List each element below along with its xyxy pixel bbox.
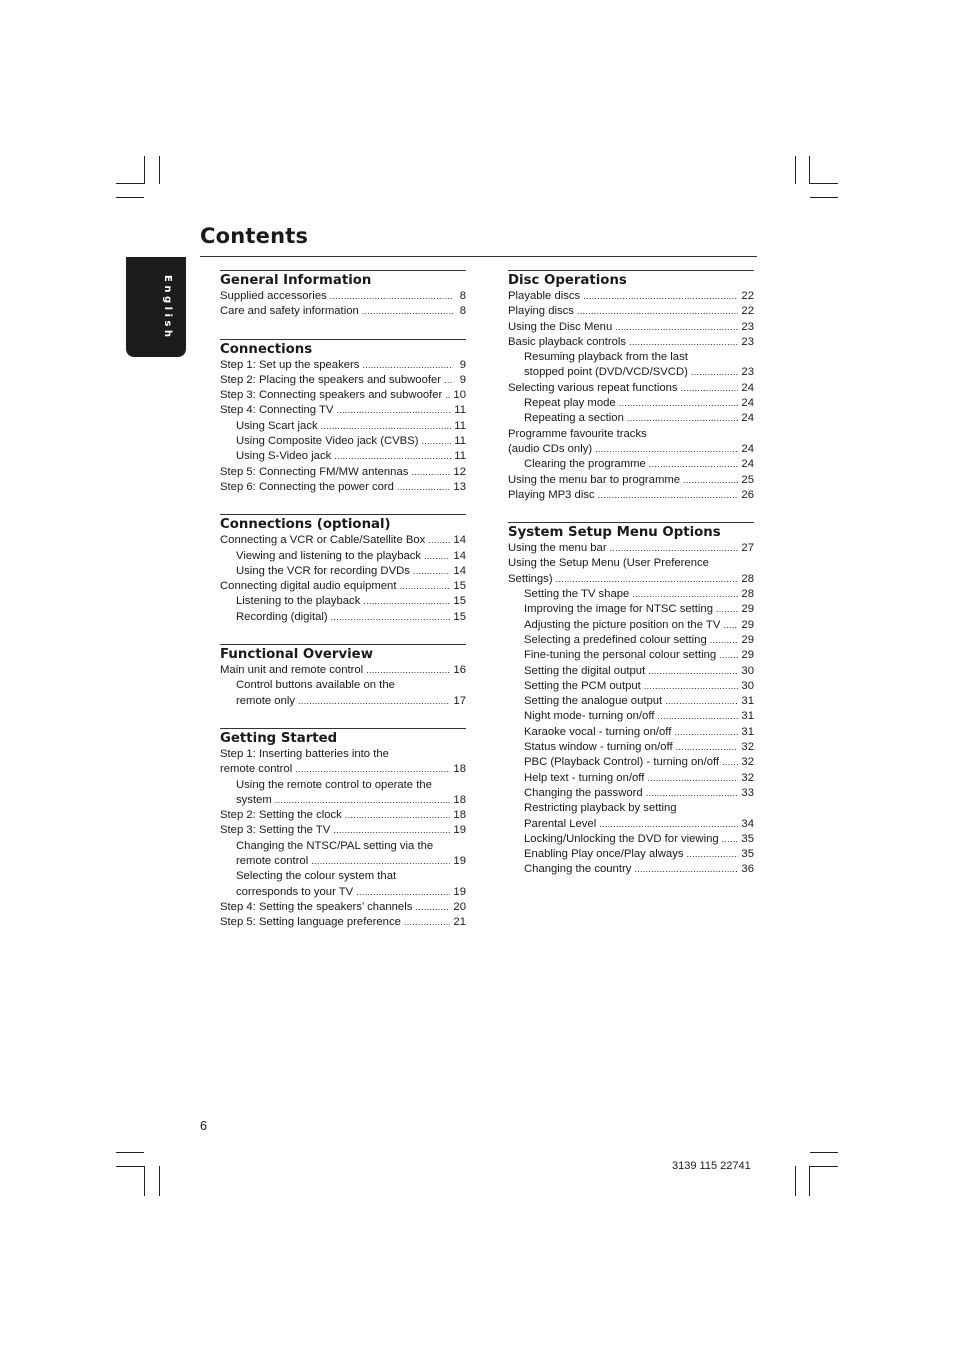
leader-dots: [676, 740, 739, 755]
toc-entry-page: 14: [453, 564, 466, 577]
toc-entry-page: 24: [741, 412, 754, 425]
toc-entry-label: Setting the digital output: [524, 664, 646, 677]
toc-entry[interactable]: [220, 854, 466, 869]
leader-dots: [336, 403, 451, 418]
toc-section: [220, 644, 466, 709]
toc-entry-label: Programme favourite tracks: [508, 427, 647, 440]
toc-entry-page: 8: [459, 305, 466, 318]
toc-entry-page: 11: [454, 435, 466, 448]
toc-entry-page: 31: [741, 710, 754, 723]
toc-entry-page: 27: [741, 542, 754, 555]
toc-entry-page: 19: [453, 855, 466, 868]
leader-dots: [345, 808, 451, 823]
toc-entry[interactable]: [508, 602, 754, 617]
leader-dots: [366, 663, 450, 678]
toc-entry[interactable]: [508, 618, 754, 633]
toc-entry[interactable]: [220, 747, 466, 762]
toc-entry-page: 15: [453, 610, 466, 623]
toc-entry-label: Step 4: Setting the speakers’ channels: [220, 900, 413, 913]
toc-entry[interactable]: [220, 678, 466, 693]
toc-entry[interactable]: [220, 388, 466, 403]
toc-entry[interactable]: [220, 885, 466, 900]
toc-entry[interactable]: [220, 533, 466, 548]
toc-entry[interactable]: [508, 335, 754, 350]
toc-entry[interactable]: [508, 740, 754, 755]
toc-entry-page: 14: [453, 534, 466, 547]
toc-entry-page: 29: [741, 618, 754, 631]
toc-entry[interactable]: [220, 434, 466, 449]
toc-entry-label: Step 5: Connecting FM/MW antennas: [220, 465, 409, 478]
toc-entry[interactable]: [508, 457, 754, 472]
toc-entry-page: 18: [453, 809, 466, 822]
leader-dots: [632, 587, 738, 602]
section-heading: General Information: [220, 270, 466, 289]
toc-entry-label: Listening to the playback: [236, 595, 361, 608]
toc-entry[interactable]: [220, 358, 466, 373]
toc-entry-page: 29: [741, 649, 754, 662]
toc-entry-page: 29: [741, 603, 754, 616]
toc-entry-label: Enabling Play once/Play always: [524, 848, 684, 861]
leader-dots: [649, 457, 739, 472]
toc-entry-page: 28: [741, 588, 754, 601]
toc-entry-label: Using the Setup Menu (User Preference: [508, 557, 709, 570]
toc-entry[interactable]: [508, 320, 754, 335]
toc-entry-label: Step 1: Set up the speakers: [220, 358, 360, 371]
toc-entry-label: Setting the analogue output: [524, 695, 663, 708]
toc-entry-label: Using Scart jack: [236, 419, 318, 432]
leader-dots: [719, 648, 738, 663]
toc-entry-label: Changing the country: [524, 863, 632, 876]
section-heading: Getting Started: [220, 728, 466, 747]
leader-dots: [681, 381, 739, 396]
toc-entry[interactable]: [508, 755, 754, 770]
toc-entry[interactable]: [508, 694, 754, 709]
crop-mark: [809, 156, 810, 184]
toc-entry-page: 24: [741, 381, 754, 394]
toc-entry[interactable]: [220, 480, 466, 495]
toc-entry[interactable]: [508, 381, 754, 396]
toc-entry[interactable]: [508, 556, 754, 571]
leader-dots: [577, 304, 738, 319]
toc-entry-page: 29: [741, 633, 754, 646]
toc-entry[interactable]: [220, 449, 466, 464]
leader-dots: [444, 373, 453, 388]
toc-entry-label: Recording (digital): [236, 610, 328, 623]
toc-entry-label: Step 5: Setting language preference: [220, 916, 401, 929]
leader-dots: [556, 572, 739, 587]
leader-dots: [595, 442, 738, 457]
toc-entry-page: 24: [741, 442, 754, 455]
toc-entry[interactable]: [220, 549, 466, 564]
toc-entry-page: 25: [741, 473, 754, 486]
toc-section: [220, 514, 466, 625]
toc-entry-page: 35: [741, 848, 754, 861]
toc-entry[interactable]: [508, 633, 754, 648]
toc-entry-label: Help text - turning on/off: [524, 771, 645, 784]
leader-dots: [298, 694, 450, 709]
toc-entry-label: Changing the NTSC/PAL setting via the: [236, 839, 434, 852]
toc-section: [508, 270, 754, 503]
toc-entry-label: Basic playback controls: [508, 335, 627, 348]
toc-entry-page: 18: [453, 793, 466, 806]
toc-entry-page: 15: [453, 595, 466, 608]
toc-entry-label: Fine-tuning the personal colour setting: [524, 649, 717, 662]
leader-dots: [413, 564, 451, 579]
toc-entry[interactable]: [220, 762, 466, 777]
toc-entry[interactable]: [508, 488, 754, 503]
toc-section: [220, 728, 466, 931]
toc-entry-page: 12: [453, 465, 466, 478]
toc-entry[interactable]: [508, 427, 754, 442]
toc-entry-label: remote control: [236, 855, 309, 868]
leader-dots: [422, 434, 452, 449]
toc-entry-label: Using the menu bar: [508, 542, 607, 555]
toc-entry-label: Main unit and remote control: [220, 664, 364, 677]
toc-entry[interactable]: [508, 664, 754, 679]
toc-entry-page: 9: [459, 358, 466, 371]
toc-entry-page: 23: [741, 320, 754, 333]
document-code: 3139 115 22741: [672, 1160, 751, 1172]
leader-dots: [399, 579, 450, 594]
crop-mark: [795, 156, 796, 184]
toc-entry-page: 11: [454, 419, 466, 432]
toc-entry[interactable]: [508, 786, 754, 801]
toc-section: [220, 339, 466, 496]
toc-entry[interactable]: [220, 419, 466, 434]
toc-entry[interactable]: [220, 594, 466, 609]
toc-entry-label: Selecting the colour system that: [236, 870, 397, 883]
toc-entry[interactable]: [508, 847, 754, 862]
toc-entry-label: Night mode- turning on/off: [524, 710, 655, 723]
leader-dots: [333, 823, 450, 838]
leader-dots: [334, 449, 451, 464]
crop-mark: [144, 1166, 145, 1196]
crop-mark: [116, 1166, 144, 1167]
toc-entry-label: Using S-Video jack: [236, 450, 332, 463]
toc-entry[interactable]: [508, 572, 754, 587]
leader-dots: [644, 679, 739, 694]
toc-entry[interactable]: [508, 709, 754, 724]
toc-entry-label: remote only: [236, 694, 296, 707]
toc-entry-label: Setting the TV shape: [524, 588, 630, 601]
toc-entry-label: Adjusting the picture position on the TV: [524, 618, 721, 631]
toc-entry-page: 14: [453, 549, 466, 562]
toc-entry[interactable]: [508, 411, 754, 426]
leader-dots: [356, 885, 450, 900]
crop-mark: [810, 1152, 838, 1153]
leader-dots: [362, 358, 453, 373]
leader-dots: [599, 817, 738, 832]
page-number: 6: [200, 1119, 207, 1133]
toc-entry-label: Improving the image for NTSC setting: [524, 603, 713, 616]
toc-entry-label: Step 2: Setting the clock: [220, 809, 342, 822]
toc-entry-label: Playing discs: [508, 305, 574, 318]
toc-entry-page: 22: [741, 305, 754, 318]
toc-entry[interactable]: [508, 862, 754, 877]
toc-entry-page: 23: [741, 335, 754, 348]
leader-dots: [627, 411, 739, 426]
toc-entry[interactable]: [220, 579, 466, 594]
leader-dots: [646, 786, 739, 801]
toc-entry-label: Step 1: Inserting batteries into the: [220, 747, 389, 760]
toc-entry-label: Step 3: Setting the TV: [220, 824, 331, 837]
toc-entry-label: Using the VCR for recording DVDs: [236, 564, 410, 577]
leader-dots: [583, 289, 738, 304]
toc-entry-label: Resuming playback from the last: [524, 351, 688, 364]
toc-entry[interactable]: [220, 808, 466, 823]
toc-entry[interactable]: [220, 465, 466, 480]
toc-entry-page: 16: [453, 664, 466, 677]
toc-entry-label: Locking/Unlocking the DVD for viewing: [524, 832, 719, 845]
leader-dots: [411, 465, 450, 480]
toc-entry-page: 21: [453, 916, 466, 929]
leader-dots: [634, 862, 738, 877]
leader-dots: [610, 541, 739, 556]
toc-section: [220, 270, 466, 320]
toc-entry-label: remote control: [220, 763, 293, 776]
title-rule: [200, 256, 757, 257]
crop-mark: [159, 1166, 160, 1196]
crop-mark: [810, 183, 838, 184]
crop-mark: [116, 183, 144, 184]
toc-entry-page: 36: [741, 863, 754, 876]
toc-entry-label: Repeat play mode: [524, 397, 616, 410]
toc-entry-page: 35: [741, 832, 754, 845]
toc-entry[interactable]: [220, 663, 466, 678]
toc-entry-page: 10: [453, 389, 466, 402]
toc-entry[interactable]: [508, 832, 754, 847]
toc-entry-page: 28: [741, 572, 754, 585]
toc-entry-label: (audio CDs only): [508, 442, 593, 455]
leader-dots: [687, 847, 739, 862]
toc-entry-page: 31: [741, 725, 754, 738]
toc-entry[interactable]: [508, 817, 754, 832]
leader-dots: [424, 549, 450, 564]
toc-entry-label: Step 6: Connecting the power cord: [220, 480, 394, 493]
toc-entry-label: Connecting a VCR or Cable/Satellite Box: [220, 534, 426, 547]
toc-entry-page: 33: [741, 786, 754, 799]
leader-dots: [321, 419, 452, 434]
leader-dots: [311, 854, 450, 869]
toc-entry-page: 32: [741, 771, 754, 784]
left-column: [220, 270, 466, 950]
crop-mark: [809, 1166, 810, 1196]
toc-entry-page: 19: [453, 824, 466, 837]
leader-dots: [648, 664, 738, 679]
toc-entry[interactable]: [220, 793, 466, 808]
toc-section: [508, 522, 754, 878]
toc-entry[interactable]: [508, 304, 754, 319]
toc-entry[interactable]: [508, 365, 754, 380]
toc-entry-label: Setting the PCM output: [524, 679, 641, 692]
toc-entry-label: Repeating a section: [524, 412, 624, 425]
leader-dots: [363, 594, 450, 609]
right-column: [508, 270, 754, 897]
crop-mark: [795, 1166, 796, 1196]
toc-entry-label: Step 4: Connecting TV: [220, 404, 334, 417]
toc-entry-label: Selecting a predefined colour setting: [524, 633, 707, 646]
toc-entry-label: Playing MP3 disc: [508, 488, 595, 501]
toc-entry-page: 31: [741, 695, 754, 708]
toc-entry[interactable]: [220, 304, 466, 319]
toc-entry-label: Care and safety information: [220, 305, 359, 318]
toc-entry-page: 30: [741, 679, 754, 692]
toc-entry[interactable]: [220, 403, 466, 418]
toc-entry[interactable]: [508, 473, 754, 488]
leader-dots: [615, 320, 738, 335]
toc-entry-label: Control buttons available on the: [236, 679, 395, 692]
toc-entry[interactable]: [220, 900, 466, 915]
toc-entry-page: 8: [459, 290, 466, 302]
toc-entry-label: Restricting playback by setting: [524, 802, 677, 815]
leader-dots: [331, 610, 451, 625]
toc-entry[interactable]: [508, 541, 754, 556]
leader-dots: [598, 488, 739, 503]
toc-entry-page: 30: [741, 664, 754, 677]
toc-entry[interactable]: [220, 915, 466, 930]
toc-entry[interactable]: [508, 771, 754, 786]
toc-entry-page: 19: [453, 885, 466, 898]
leader-dots: [397, 480, 450, 495]
toc-entry-page: 15: [453, 580, 466, 593]
leader-dots: [647, 771, 738, 786]
crop-mark: [159, 156, 160, 184]
toc-entry-page: 32: [741, 741, 754, 754]
toc-entry[interactable]: [220, 289, 466, 304]
toc-entry[interactable]: [508, 442, 754, 457]
crop-mark: [810, 1166, 838, 1167]
toc-entry-label: Connecting digital audio equipment: [220, 580, 397, 593]
toc-entry-label: Using the remote control to operate the: [236, 778, 432, 791]
toc-entry[interactable]: [508, 801, 754, 816]
toc-entry-page: 9: [459, 373, 466, 386]
toc-entry-page: 17: [453, 694, 466, 707]
leader-dots: [404, 915, 451, 930]
toc-entry-page: 23: [741, 366, 754, 379]
leader-dots: [275, 793, 451, 808]
toc-entry-label: Clearing the programme: [524, 458, 646, 471]
toc-entry-label: Status window - turning on/off: [524, 741, 673, 754]
leader-dots: [710, 633, 739, 648]
section-heading: Connections (optional): [220, 514, 466, 533]
toc-entry-label: Using the Disc Menu: [508, 320, 613, 333]
leader-dots: [683, 473, 738, 488]
toc-entry-label: PBC (Playback Control) - turning on/off: [524, 756, 720, 769]
crop-mark: [116, 197, 144, 198]
leader-dots: [723, 618, 738, 633]
toc-entry-label: Karaoke vocal - turning on/off: [524, 725, 672, 738]
crop-mark: [810, 197, 838, 198]
toc-entry-page: 22: [741, 290, 754, 302]
toc-entry[interactable]: [508, 725, 754, 740]
toc-entry[interactable]: [220, 839, 466, 854]
toc-entry[interactable]: [508, 679, 754, 694]
toc-entry-page: 34: [741, 817, 754, 830]
leader-dots: [362, 304, 453, 319]
toc-entry[interactable]: [508, 648, 754, 663]
leader-dots: [716, 602, 738, 617]
toc-entry-label: stopped point (DVD/VCD/SVCD): [524, 366, 688, 379]
section-heading: Connections: [220, 339, 466, 358]
toc-entry-label: Settings): [508, 572, 553, 585]
crop-mark: [116, 1152, 144, 1153]
toc-entry[interactable]: [220, 564, 466, 579]
toc-entry-label: Using the menu bar to programme: [508, 473, 681, 486]
section-heading: System Setup Menu Options: [508, 522, 754, 541]
toc-entry-label: corresponds to your TV: [236, 885, 354, 898]
toc-entry[interactable]: [220, 823, 466, 838]
toc-entry-label: Playable discs: [508, 290, 581, 302]
leader-dots: [295, 762, 450, 777]
leader-dots: [629, 335, 738, 350]
leader-dots: [665, 694, 738, 709]
toc-entry[interactable]: [220, 869, 466, 884]
toc-entry[interactable]: [220, 778, 466, 793]
toc-entry[interactable]: [508, 350, 754, 365]
page-title: Contents: [200, 224, 309, 248]
toc-entry-page: 20: [453, 900, 466, 913]
toc-entry-label: Viewing and listening to the playback: [236, 549, 422, 562]
crop-mark: [144, 156, 145, 184]
language-tab: [126, 257, 186, 357]
leader-dots: [445, 388, 450, 403]
leader-dots: [674, 725, 738, 740]
leader-dots: [330, 289, 453, 304]
leader-dots: [415, 900, 450, 915]
toc-entry-page: 24: [741, 397, 754, 410]
toc-entry-label: Changing the password: [524, 786, 643, 799]
toc-entry[interactable]: [508, 587, 754, 602]
toc-entry[interactable]: [508, 289, 754, 304]
toc-entry-page: 13: [453, 480, 466, 493]
toc-entry-page: 18: [453, 763, 466, 776]
leader-dots: [722, 755, 738, 770]
toc-entry-label: Parental Level: [524, 817, 597, 830]
toc-entry[interactable]: [220, 694, 466, 709]
toc-entry-label: Supplied accessories: [220, 290, 327, 302]
toc-entry-label: Using Composite Video jack (CVBS): [236, 435, 419, 448]
leader-dots: [691, 365, 739, 380]
toc-entry[interactable]: [508, 396, 754, 411]
leader-dots: [657, 709, 738, 724]
toc-entry-page: 24: [741, 458, 754, 471]
section-heading: Disc Operations: [508, 270, 754, 289]
toc-entry-label: Step 2: Placing the speakers and subwoofer: [220, 373, 442, 386]
toc-entry[interactable]: [220, 610, 466, 625]
toc-entry-label: Step 3: Connecting speakers and subwoofer: [220, 389, 443, 402]
toc-entry-page: 11: [454, 404, 466, 417]
toc-entry-page: 11: [454, 450, 466, 463]
leader-dots: [428, 533, 450, 548]
toc-entry-page: 32: [741, 756, 754, 769]
leader-dots: [619, 396, 739, 411]
toc-entry-label: Selecting various repeat functions: [508, 381, 678, 394]
section-heading: Functional Overview: [220, 644, 466, 663]
toc-entry-page: 26: [741, 488, 754, 501]
toc-entry[interactable]: [220, 373, 466, 388]
toc-entry-label: system: [236, 793, 272, 806]
language-tab-label: English: [162, 275, 173, 341]
leader-dots: [722, 832, 739, 847]
